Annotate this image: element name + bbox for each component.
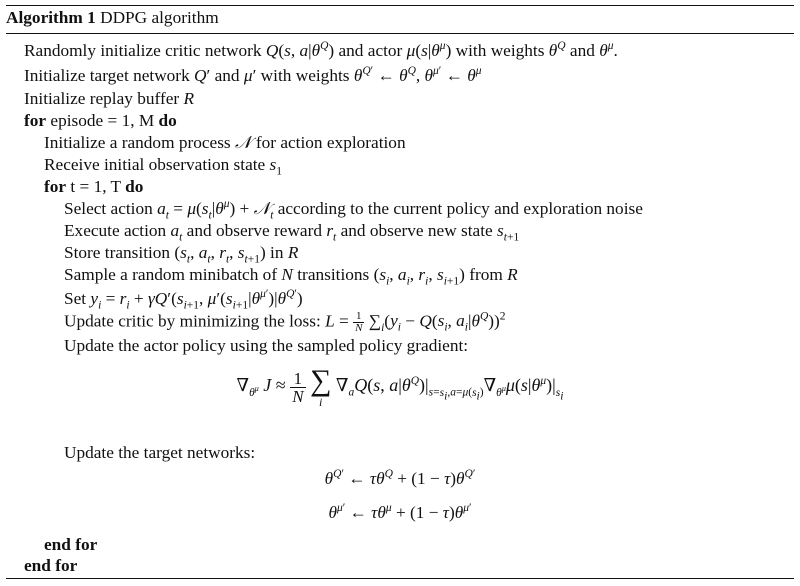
keyword-do: do <box>158 111 177 130</box>
line-for-episode: for episode = 1, M do <box>24 111 177 130</box>
keyword-do: do <box>125 177 144 196</box>
line-update-actor: Update the actor policy using the sampled policy gradient: <box>64 336 469 355</box>
target-critic-equation: $\theta^{Q'}$ ← $\tau\theta^Q + (1 - \tau)\theta^{Q'}$ <box>324 468 476 488</box>
line-for-t: for t = 1, T do <box>44 177 144 196</box>
target-actor-equation: $\theta^{\mu'}$ ← $\tau\theta^\mu + (1 - \tau)\theta^{\mu'}$ <box>328 502 472 522</box>
caption-rule <box>6 33 794 34</box>
line-end-for-outer <box>24 556 77 576</box>
line-store-transition: Store transition ($s_t$, $a_t$, $r_t$, $s_{t+1}$) in R <box>64 243 299 266</box>
line-end-for-inner <box>44 535 97 555</box>
keyword-end-for: end for <box>24 556 78 575</box>
bottom-rule <box>6 578 794 579</box>
line-init-critic-actor: Randomly initialize critic network Q(s, $a|\theta^Q$) and actor $\mu(s|\theta^\mu)$ with weights $\theta^Q$ and $\theta^\mu$. <box>24 40 618 60</box>
line-update-critic: Update critic by minimizing the loss: L = $\frac{1}{N}$ $\sum_i(y_i - Q(s_i$, $a_i|\theta^Q))^2$ <box>64 310 506 334</box>
keyword-for: for <box>44 177 67 196</box>
algorithm-caption <box>6 8 219 28</box>
line-execute-action: Execute action $a_t$ and observe reward $r_t$ and observe new state $s_{t+1}$ <box>64 221 520 244</box>
line-update-targets: Update the target networks: <box>64 443 256 462</box>
top-rule <box>6 5 794 6</box>
line-sample-minibatch: Sample a random minibatch of N transitions ($s_i$, $a_i$, $r_i$, $s_{i+1}$) from R <box>64 265 518 288</box>
algorithm-title: DDPG algorithm <box>100 8 219 27</box>
keyword-end-for: end for <box>44 535 98 554</box>
algorithm-box <box>6 0 794 586</box>
line-init-buffer: Initialize replay buffer R <box>24 89 195 108</box>
line-select-action: Select action $a_t = \mu(s_t|\theta^\mu)$ + 𝒩$_t$ according to the current policy and exploration noise <box>64 198 643 222</box>
line-init-process: Initialize a random process 𝒩 for action exploration <box>44 133 406 153</box>
line-init-target: Initialize target network Q′ and μ′ with weights $\theta^{Q'}$ ← $\theta^Q$, $\theta^{\mu'}$ ← $\theta^\mu$ <box>24 65 482 85</box>
line-receive-obs: Receive initial observation state $s_1$ <box>44 155 283 178</box>
keyword-for: for <box>24 111 47 130</box>
line-set-y: Set $y_i = r_i + \gamma Q'(s_{i+1}$, $\mu'(s_{i+1}|\theta^{\mu'})|\theta^{Q'}$) <box>64 288 303 312</box>
policy-gradient-equation: $\nabla_{\theta^\mu}$ J ≈ $\frac{1}{N}$ ∑ i $\nabla_aQ(s$, $a|\theta^Q)|_{s=s_i,a=\mu(s_i)}\nabla_{\theta^\mu}\mu(s|\theta^\mu)|_{s_i}$ <box>236 364 564 409</box>
algorithm-label: Algorithm 1 <box>6 8 96 27</box>
